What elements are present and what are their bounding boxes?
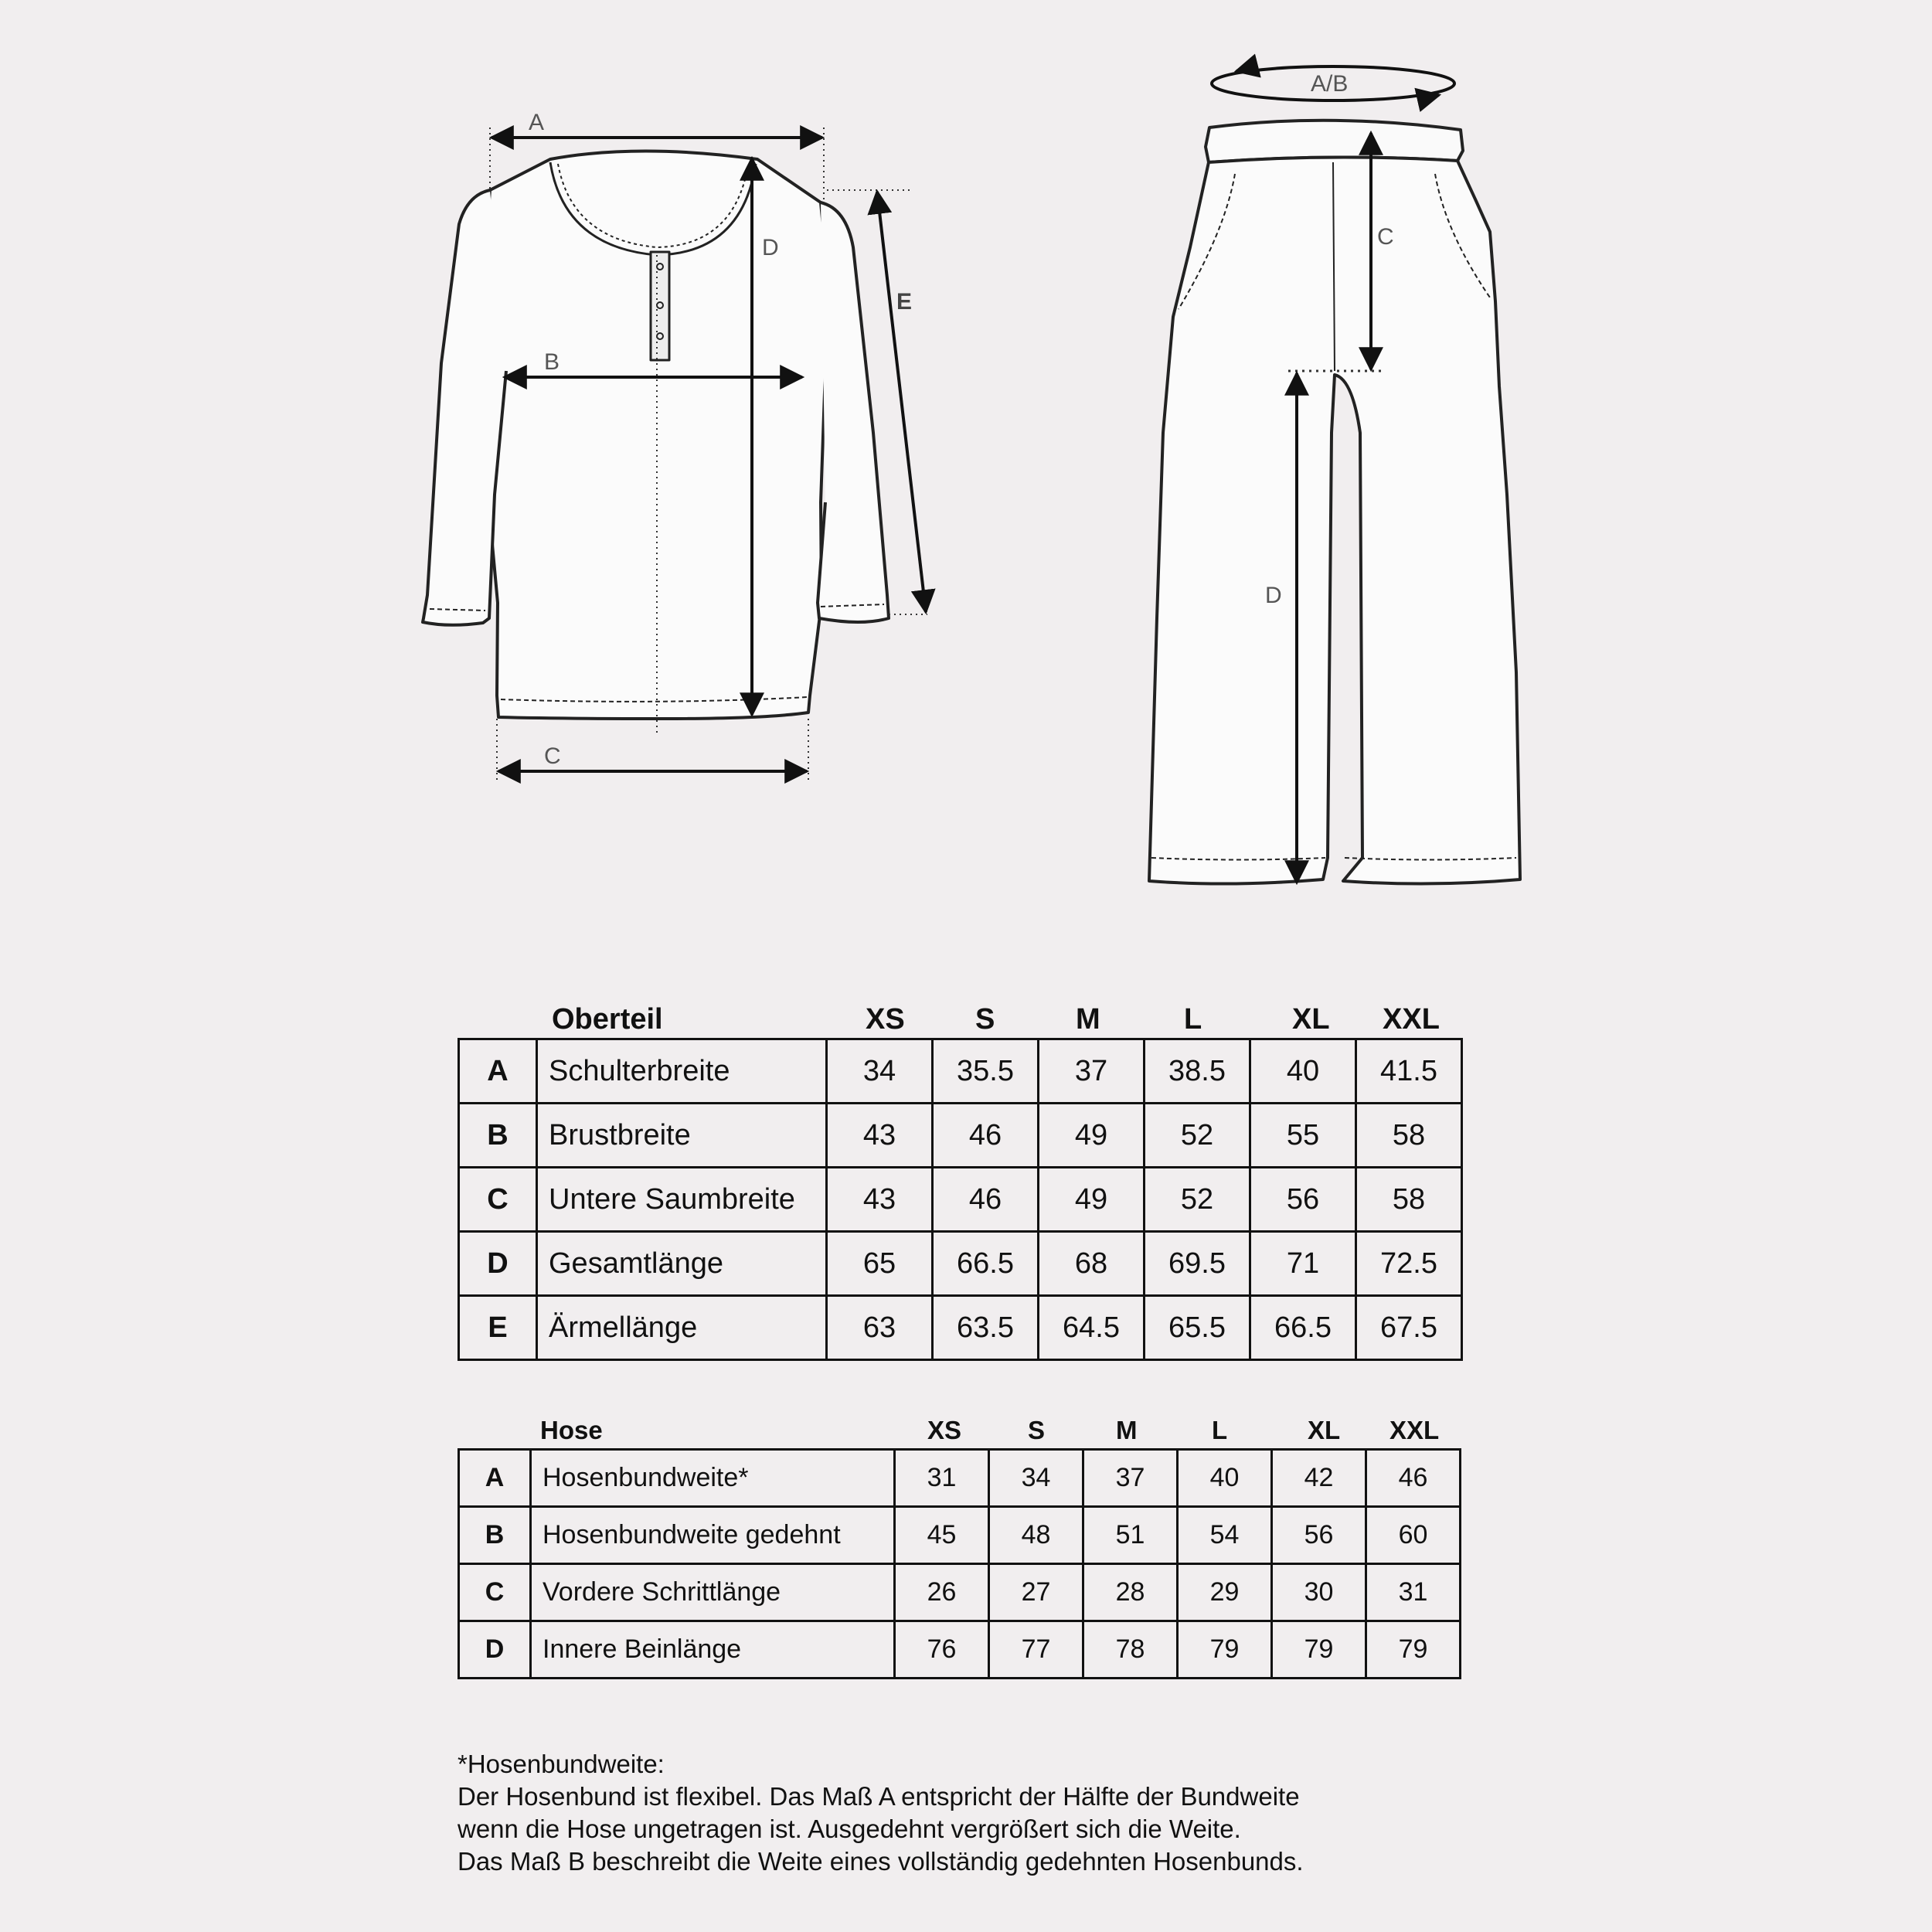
table-cell: 63: [827, 1296, 933, 1360]
table-row: [459, 1621, 1461, 1679]
table-cell: 79: [1178, 1621, 1272, 1679]
size-xl-header: XL: [1292, 1003, 1330, 1036]
table-cell: 42: [1272, 1450, 1366, 1507]
top-table-header: [457, 995, 1462, 1042]
row-letter: C: [459, 1168, 537, 1232]
table-cell: 35.5: [933, 1039, 1039, 1104]
row-label: Vordere Schrittlänge: [531, 1564, 895, 1621]
table-cell: 51: [1083, 1507, 1178, 1564]
pants-dim-ab-label: A/B: [1311, 71, 1349, 97]
row-label: Gesamtlänge: [537, 1232, 827, 1296]
table-cell: 43: [827, 1168, 933, 1232]
table-cell: 76: [895, 1621, 989, 1679]
size-m-header: M: [1116, 1416, 1138, 1444]
size-xs-header: XS: [927, 1416, 962, 1444]
row-label: Ärmellänge: [537, 1296, 827, 1360]
table-row: [459, 1507, 1461, 1564]
shirt-drawing: [423, 151, 889, 719]
size-xxl-header: XXL: [1383, 1003, 1440, 1036]
table-cell: 52: [1145, 1104, 1250, 1168]
table-cell: 34: [827, 1039, 933, 1104]
table-cell: 45: [895, 1507, 989, 1564]
shirt-dim-a-label: A: [529, 110, 545, 135]
table-cell: 49: [1039, 1168, 1145, 1232]
table-row: [459, 1450, 1461, 1507]
table-cell: 66.5: [933, 1232, 1039, 1296]
table-cell: 78: [1083, 1621, 1178, 1679]
footnote: [457, 1748, 1304, 1878]
table-cell: 37: [1083, 1450, 1178, 1507]
row-label: Brustbreite: [537, 1104, 827, 1168]
pants-drawing: [1149, 121, 1520, 884]
table-cell: 79: [1272, 1621, 1366, 1679]
row-label: Hosenbundweite gedehnt: [531, 1507, 895, 1564]
bottom-table-title: Hose: [540, 1416, 603, 1444]
table-cell: 58: [1356, 1104, 1462, 1168]
table-cell: 37: [1039, 1039, 1145, 1104]
table-cell: 41.5: [1356, 1039, 1462, 1104]
top-table-title: Oberteil: [552, 1003, 663, 1036]
table-cell: 29: [1178, 1564, 1272, 1621]
table-cell: 65.5: [1145, 1296, 1250, 1360]
table-cell: 31: [895, 1450, 989, 1507]
table-cell: 69.5: [1145, 1232, 1250, 1296]
row-letter: B: [459, 1104, 537, 1168]
table-cell: 46: [1366, 1450, 1461, 1507]
footnote-line: Der Hosenbund ist flexibel. Das Maß A entspricht der Hälfte der Bundweite: [457, 1782, 1300, 1811]
pants-dim-d-label: D: [1265, 583, 1282, 608]
pants-dim-c-label: C: [1377, 224, 1394, 250]
table-cell: 63.5: [933, 1296, 1039, 1360]
table-cell: 56: [1250, 1168, 1356, 1232]
table-cell: 40: [1250, 1039, 1356, 1104]
table-row: [459, 1104, 1462, 1168]
table-row: [459, 1232, 1462, 1296]
table-cell: 26: [895, 1564, 989, 1621]
row-label: Untere Saumbreite: [537, 1168, 827, 1232]
table-cell: 55: [1250, 1104, 1356, 1168]
row-label: Hosenbundweite*: [531, 1450, 895, 1507]
size-s-header: S: [975, 1003, 995, 1036]
size-s-header: S: [1028, 1416, 1046, 1444]
table-row: [459, 1564, 1461, 1621]
size-m-header: M: [1076, 1003, 1100, 1036]
size-xl-header: XL: [1308, 1416, 1341, 1444]
table-cell: 46: [933, 1104, 1039, 1168]
shirt-dim-d-label: D: [762, 235, 779, 260]
table-cell: 64.5: [1039, 1296, 1145, 1360]
table-cell: 28: [1083, 1564, 1178, 1621]
size-l-header: L: [1212, 1416, 1228, 1444]
shirt-dim-e-label: E: [896, 289, 913, 315]
table-cell: 40: [1178, 1450, 1272, 1507]
footnote-line: wenn die Hose ungetragen ist. Ausgedehnt vergrößert sich die Weite.: [457, 1815, 1241, 1843]
row-label: Schulterbreite: [537, 1039, 827, 1104]
row-letter: D: [459, 1232, 537, 1296]
top-size-table: [457, 1038, 1463, 1361]
table-row: [459, 1039, 1462, 1104]
shirt-dim-b-label: B: [544, 349, 560, 375]
table-cell: 46: [933, 1168, 1039, 1232]
table-cell: 34: [989, 1450, 1083, 1507]
table-cell: 68: [1039, 1232, 1145, 1296]
table-cell: 65: [827, 1232, 933, 1296]
row-label: Innere Beinlänge: [531, 1621, 895, 1679]
table-cell: 43: [827, 1104, 933, 1168]
bottom-size-table: [457, 1448, 1461, 1679]
table-cell: 27: [989, 1564, 1083, 1621]
footnote-line: Das Maß B beschreibt die Weite eines vollständig gedehnten Hosenbunds.: [457, 1847, 1304, 1876]
row-letter: D: [459, 1621, 531, 1679]
footnote-title: *Hosenbundweite:: [457, 1750, 665, 1778]
table-cell: 60: [1366, 1507, 1461, 1564]
table-cell: 72.5: [1356, 1232, 1462, 1296]
table-cell: 38.5: [1145, 1039, 1250, 1104]
row-letter: A: [459, 1450, 531, 1507]
size-l-header: L: [1184, 1003, 1202, 1036]
table-cell: 71: [1250, 1232, 1356, 1296]
table-cell: 31: [1366, 1564, 1461, 1621]
table-cell: 30: [1272, 1564, 1366, 1621]
size-xs-header: XS: [866, 1003, 905, 1036]
table-cell: 79: [1366, 1621, 1461, 1679]
table-cell: 48: [989, 1507, 1083, 1564]
row-letter: C: [459, 1564, 531, 1621]
table-cell: 66.5: [1250, 1296, 1356, 1360]
row-letter: B: [459, 1507, 531, 1564]
table-cell: 54: [1178, 1507, 1272, 1564]
row-letter: E: [459, 1296, 537, 1360]
table-cell: 58: [1356, 1168, 1462, 1232]
table-row: [459, 1168, 1462, 1232]
table-cell: 67.5: [1356, 1296, 1462, 1360]
table-cell: 77: [989, 1621, 1083, 1679]
row-letter: A: [459, 1039, 537, 1104]
bottom-table-header: [457, 1408, 1462, 1454]
table-cell: 49: [1039, 1104, 1145, 1168]
table-row: [459, 1296, 1462, 1360]
table-cell: 52: [1145, 1168, 1250, 1232]
shirt-dim-c-label: C: [544, 743, 561, 769]
table-cell: 56: [1272, 1507, 1366, 1564]
size-xxl-header: XXL: [1389, 1416, 1440, 1444]
